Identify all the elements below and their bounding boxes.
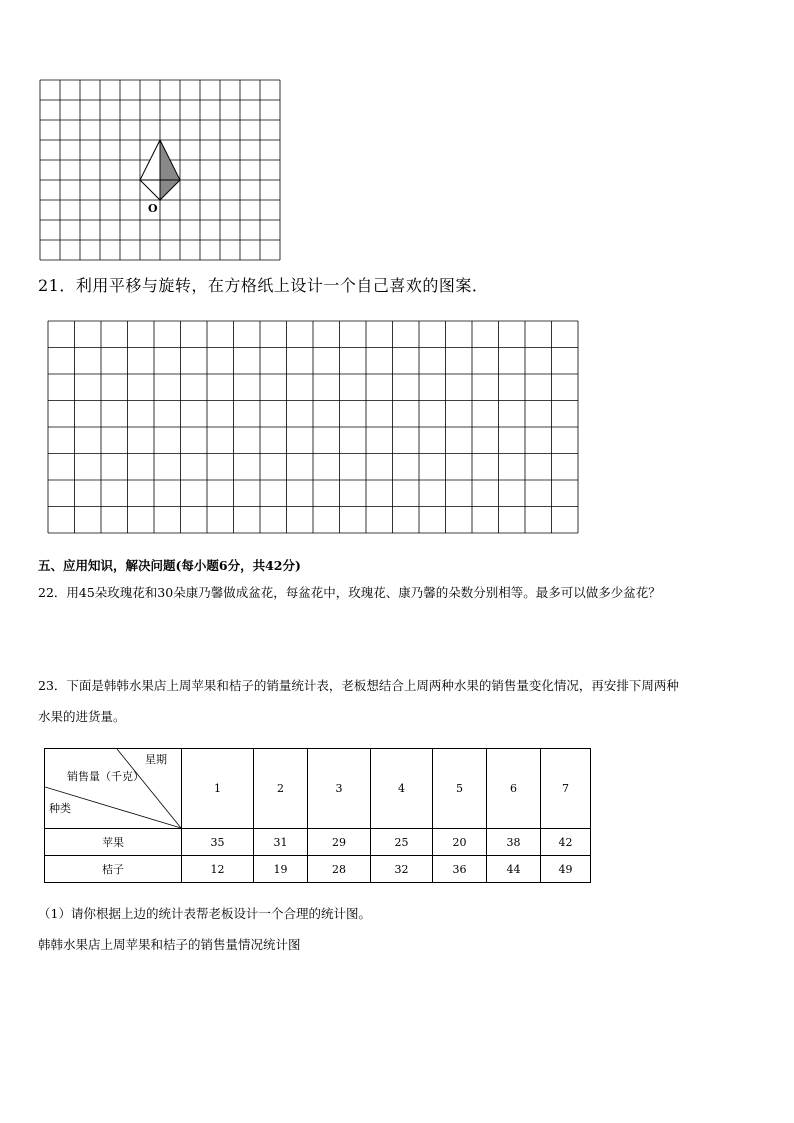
design-grid-paper[interactable] xyxy=(40,315,585,540)
diagonal-header-cell xyxy=(45,749,182,829)
value-cell: 44 xyxy=(487,856,541,883)
value-cell: 31 xyxy=(254,829,308,856)
day-header: 7 xyxy=(541,749,591,829)
header-weekday: 星期 xyxy=(145,753,167,766)
sub-question-1: （1）请你根据上边的统计表帮老板设计一个合理的统计图。 xyxy=(38,906,371,921)
day-header: 6 xyxy=(487,749,541,829)
origin-label: O xyxy=(148,202,158,215)
header-category: 种类 xyxy=(49,802,71,815)
day-header: 3 xyxy=(308,749,371,829)
value-cell: 28 xyxy=(308,856,371,883)
value-cell: 36 xyxy=(433,856,487,883)
grid-figure-with-kite xyxy=(0,0,300,270)
fruit-name-cell: 苹果 xyxy=(45,829,182,856)
section-five-title: 五、应用知识，解决问题(每小题6分，共42分) xyxy=(38,558,301,573)
value-cell: 49 xyxy=(541,856,591,883)
value-cell: 29 xyxy=(308,829,371,856)
day-header: 1 xyxy=(182,749,254,829)
table-header-row xyxy=(45,749,591,829)
question-23-line1: 23．下面是韩韩水果店上周苹果和桔子的销量统计表，老板想结合上周两种水果的销售量变化情况，再安排下周两种 xyxy=(38,678,679,693)
day-header: 4 xyxy=(371,749,433,829)
value-cell: 42 xyxy=(541,829,591,856)
day-header: 2 xyxy=(254,749,308,829)
table-row-apple xyxy=(45,829,591,856)
question-21: 21．利用平移与旋转，在方格纸上设计一个自己喜欢的图案． xyxy=(38,276,489,295)
value-cell: 32 xyxy=(371,856,433,883)
value-cell: 19 xyxy=(254,856,308,883)
header-quantity: 销售量（千克） xyxy=(67,770,144,783)
sales-table xyxy=(44,748,591,883)
value-cell: 20 xyxy=(433,829,487,856)
kite-white-half xyxy=(140,140,160,200)
grid-lines-2 xyxy=(48,321,578,533)
question-23-line2: 水果的进货量。 xyxy=(38,709,126,724)
value-cell: 12 xyxy=(182,856,254,883)
question-22: 22．用45朵玫瑰花和30朵康乃馨做成盆花，每盆花中，玫瑰花、康乃馨的朵数分别相等。最多可以做多少盆花？ xyxy=(38,585,661,600)
kite-shaded-half xyxy=(160,140,180,200)
value-cell: 35 xyxy=(182,829,254,856)
value-cell: 25 xyxy=(371,829,433,856)
value-cell: 38 xyxy=(487,829,541,856)
table-row-orange xyxy=(45,856,591,883)
chart-title: 韩韩水果店上周苹果和桔子的销售量情况统计图 xyxy=(38,937,301,952)
fruit-name-cell: 桔子 xyxy=(45,856,182,883)
day-header: 5 xyxy=(433,749,487,829)
